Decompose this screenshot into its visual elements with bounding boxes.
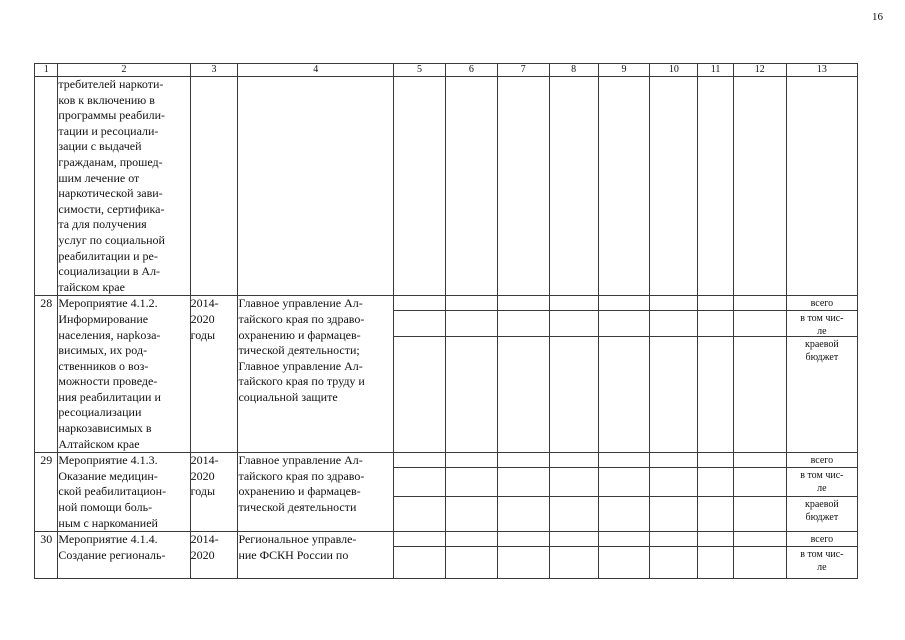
funding-cell (445, 453, 497, 532)
funding-cell (698, 77, 734, 296)
funding-cell (549, 77, 598, 296)
event-executor (238, 77, 394, 296)
row-number: 30 (35, 532, 58, 579)
table-row (35, 296, 858, 453)
funding-cell (394, 77, 446, 296)
funding-cell (698, 296, 734, 453)
event-executor: Главное управление Ал- тайского края по здраво- охранению и фармацев- тической деятельности; Главное управление Ал- тайского края по труду и социальной защите (238, 296, 394, 453)
column-number: 8 (549, 64, 598, 77)
funding-cell (650, 77, 698, 296)
funding-cell (497, 296, 549, 453)
funding-cell (598, 77, 650, 296)
funding-total-label: всего (787, 453, 857, 468)
column-number: 11 (698, 64, 734, 77)
table-row (35, 532, 858, 579)
funding-cell (598, 296, 650, 453)
funding-cell (445, 296, 497, 453)
table-row (35, 453, 858, 532)
funding-cell (549, 532, 598, 579)
column-number: 12 (733, 64, 786, 77)
column-number: 6 (445, 64, 497, 77)
event-years (190, 77, 238, 296)
event-years: 2014- 2020 годы (190, 296, 238, 453)
funding-total-label: всего (787, 296, 857, 311)
funding-source-cell (786, 296, 857, 453)
column-number: 13 (786, 64, 857, 77)
funding-cell (786, 77, 857, 296)
funding-source-cell (786, 453, 857, 532)
funding-cell (445, 77, 497, 296)
funding-source-cell (786, 532, 857, 579)
funding-cell (497, 453, 549, 532)
event-years: 2014- 2020 (190, 532, 238, 579)
funding-cell (497, 532, 549, 579)
funding-cell (733, 77, 786, 296)
event-description: Мероприятие 4.1.4. Создание региональ- (58, 532, 190, 579)
event-description: требителей наркоти- ков к включению в программы реабили- тации и ресоциали- зации с выдачей гражданам, прошед- шим лечение от наркотической зави- симости, сертифика- та для получения услуг по социальной реабилитации и ре- социализации в Ал- тайском крае (58, 77, 190, 296)
funding-cell (445, 532, 497, 579)
event-executor: Региональное управле- ние ФСКН России по (238, 532, 394, 579)
column-number: 5 (394, 64, 446, 77)
row-number: 29 (35, 453, 58, 532)
funding-including-label: в том чис- ле (787, 311, 857, 337)
column-number: 1 (35, 64, 58, 77)
funding-regional-budget-label: краевой бюджет (804, 499, 839, 524)
column-number: 4 (238, 64, 394, 77)
funding-cell (549, 296, 598, 453)
funding-cell (549, 453, 598, 532)
page-number: 16 (872, 11, 883, 23)
funding-cell (650, 296, 698, 453)
funding-cell (650, 532, 698, 579)
program-events-table (34, 63, 858, 579)
funding-cell (733, 532, 786, 579)
column-number: 3 (190, 64, 238, 77)
funding-cell (497, 77, 549, 296)
funding-cell (598, 453, 650, 532)
funding-cell (394, 296, 446, 453)
event-executor: Главное управление Ал- тайского края по здраво- охранению и фармацев- тической деятельности (238, 453, 394, 532)
event-years: 2014- 2020 годы (190, 453, 238, 532)
funding-cell (733, 296, 786, 453)
funding-total-label: всего (787, 532, 857, 547)
funding-cell (698, 532, 734, 579)
funding-regional-budget-label: краевой бюджет (804, 339, 839, 364)
event-description: Мероприятие 4.1.2. Информирование населения, нарkоза- висимых, их род- ственников о воз- можности проведе- ния реабилитации и ресоциализации наркозависимых в Алтайском крае (58, 296, 190, 453)
funding-cell (394, 532, 446, 579)
column-number: 7 (497, 64, 549, 77)
event-description: Мероприятие 4.1.3. Оказание медицин- ской реабилитацион- ной помощи боль- ным с наркоманией (58, 453, 190, 532)
row-number: 28 (35, 296, 58, 453)
funding-cell (733, 453, 786, 532)
row-number (35, 77, 58, 296)
funding-cell (598, 532, 650, 579)
funding-cell (650, 453, 698, 532)
column-number: 10 (650, 64, 698, 77)
funding-cell (394, 453, 446, 532)
column-number: 9 (598, 64, 650, 77)
column-number: 2 (58, 64, 190, 77)
funding-cell (698, 453, 734, 532)
funding-including-label: в том чис- ле (800, 549, 844, 574)
column-number-row (35, 64, 858, 77)
table-row (35, 77, 858, 296)
funding-including-label: в том чис- ле (787, 468, 857, 497)
